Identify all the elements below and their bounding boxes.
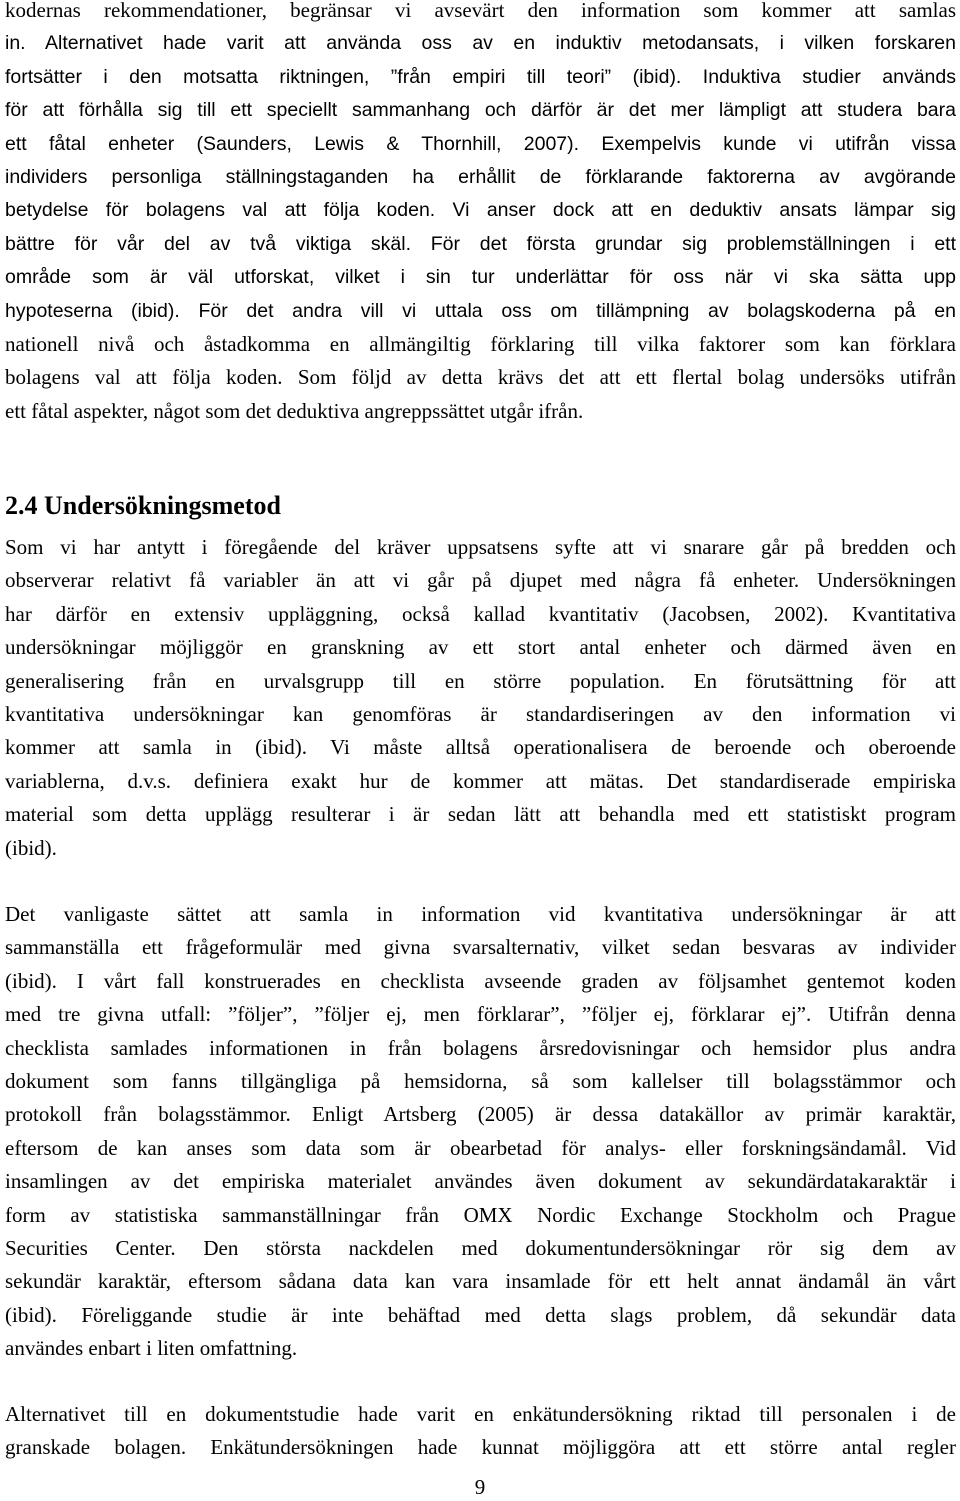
text-line: kvantitativa undersökningar kan genomföras är standardiseringen av den information vi bbox=[5, 702, 956, 727]
text-line: material som detta upplägg resulterar i är sedan lätt att behandla med ett statistiskt program bbox=[5, 802, 956, 827]
text-line: kodernas rekommendationer, begränsar vi avsevärt den information som kommer att samlas bbox=[5, 0, 956, 22]
text-line: nationell nivå och åstadkomma en allmängiltig förklaring till vilka faktorer som kan förklara bbox=[5, 332, 956, 357]
text-line: Alternativet till en dokumentstudie hade varit en enkätundersökning riktad till personalen i de bbox=[5, 1402, 956, 1426]
text-line: sammanställa ett frågeformulär med givna svarsalternativ, vilket sedan besvaras av individer bbox=[5, 935, 956, 960]
text-line: in. Alternativet hade varit att använda oss av en induktiv metodansats, i vilken forskaren bbox=[5, 32, 956, 55]
text-line: eftersom de kan anses som data som är obearbetad för analys- eller forskningsändamål. Vid bbox=[5, 1135, 956, 1160]
text-line: sekundär karaktär, eftersom sådana data kan vara insamlade för ett helt annat ändamål än vårt bbox=[5, 1269, 956, 1294]
text-line: undersökningar möjliggör en granskning av ett stort antal enheter och därmed även en bbox=[5, 635, 956, 660]
text-line: (ibid). Föreliggande studie är inte behäftad med detta slags problem, då sekundär data bbox=[5, 1302, 956, 1327]
text-line: betydelse för bolagens val att följa koden. Vi anser dock att en deduktiv ansats lämpar sig bbox=[5, 199, 956, 222]
text-line: område som är väl utforskat, vilket i sin tur underlättar för oss när vi ska sätta upp bbox=[5, 266, 956, 289]
text-line: ett fåtal enheter (Saunders, Lewis & Thornhill, 2007). Exempelvis kunde vi utifrån vissa bbox=[5, 132, 956, 155]
text-line: generalisering från en urvalsgrupp till en större population. En förutsättning för att bbox=[5, 668, 956, 693]
text-line: bolagens val att följa koden. Som följd av detta krävs det att ett flertal bolag undersöks utifrån bbox=[5, 365, 956, 390]
text-line: med tre givna utfall: ”följer”, ”följer ej, men förklarar”, ”följer ej, förklarar ej”. Utifrån denna bbox=[5, 1002, 956, 1027]
section-heading: 2.4 Undersökningsmetod bbox=[5, 491, 281, 520]
text-line: ett fåtal aspekter, något som det deduktiva angreppssättet utgår ifrån. bbox=[5, 398, 584, 423]
text-line: användes enbart i liten omfattning. bbox=[5, 1336, 298, 1361]
text-line: Det vanligaste sättet att samla in information vid kvantitativa undersökningar är att bbox=[5, 902, 956, 926]
page-number: 9 bbox=[474, 1475, 486, 1499]
text-line: Som vi har antytt i föregående del kräver uppsatsens syfte att vi snarare går på bredden och bbox=[5, 535, 956, 559]
text-line: hypoteserna (ibid). För det andra vill vi uttala oss om tillämpning av bolagskoderna på en bbox=[5, 299, 956, 322]
text-line: (ibid). bbox=[5, 835, 57, 860]
text-line: för att förhålla sig till ett speciellt sammanhang och därför är det mer lämpligt att studera bara bbox=[5, 99, 956, 122]
text-line: kommer att samla in (ibid). Vi måste alltså operationalisera de beroende och oberoende bbox=[5, 735, 956, 760]
text-line: insamlingen av det empiriska materialet användes även dokument av sekundärdatakaraktär i bbox=[5, 1169, 956, 1194]
text-line: observerar relativt få variabler än att vi går på djupet med några få enheter. Undersökningen bbox=[5, 568, 956, 593]
text-line: checklista samlades informationen in från bolagens årsredovisningar och hemsidor plus andra bbox=[5, 1035, 956, 1060]
text-line: individers personliga ställningstaganden ha erhållit de förklarande faktorerna av avgörande bbox=[5, 166, 956, 189]
paragraph bbox=[5, 898, 956, 1366]
text-line: form av statistiska sammanställningar från OMX Nordic Exchange Stockholm och Prague bbox=[5, 1202, 956, 1227]
paragraph bbox=[5, 1398, 956, 1465]
text-line: bättre för vår del av två viktiga skäl. För det första grundar sig problemställningen i ett bbox=[5, 232, 956, 255]
paragraph bbox=[5, 531, 956, 865]
text-line: (ibid). I vårt fall konstruerades en checklista avseende graden av följsamhet gentemot koden bbox=[5, 968, 956, 993]
paragraph-continuation bbox=[5, 0, 956, 428]
text-line: granskade bolagen. Enkätundersökningen hade kunnat möjliggöra att ett större antal regler bbox=[5, 1435, 956, 1460]
text-line: har därför en extensiv uppläggning, också kallad kvantitativ (Jacobsen, 2002). Kvantitativa bbox=[5, 601, 956, 626]
text-line: fortsätter i den motsatta riktningen, ”från empiri till teori” (ibid). Induktiva studier används bbox=[5, 65, 956, 88]
text-line: Securities Center. Den största nackdelen med dokumentundersökningar rör sig dem av bbox=[5, 1236, 956, 1261]
text-line: protokoll från bolagsstämmor. Enligt Artsberg (2005) är dessa datakällor av primär karaktär, bbox=[5, 1102, 956, 1127]
text-line: variablerna, d.v.s. definiera exakt hur de kommer att mätas. Det standardiserade empiriska bbox=[5, 768, 956, 793]
text-line: dokument som fanns tillgängliga på hemsidorna, så som kallelser till bolagsstämmor och bbox=[5, 1069, 956, 1094]
